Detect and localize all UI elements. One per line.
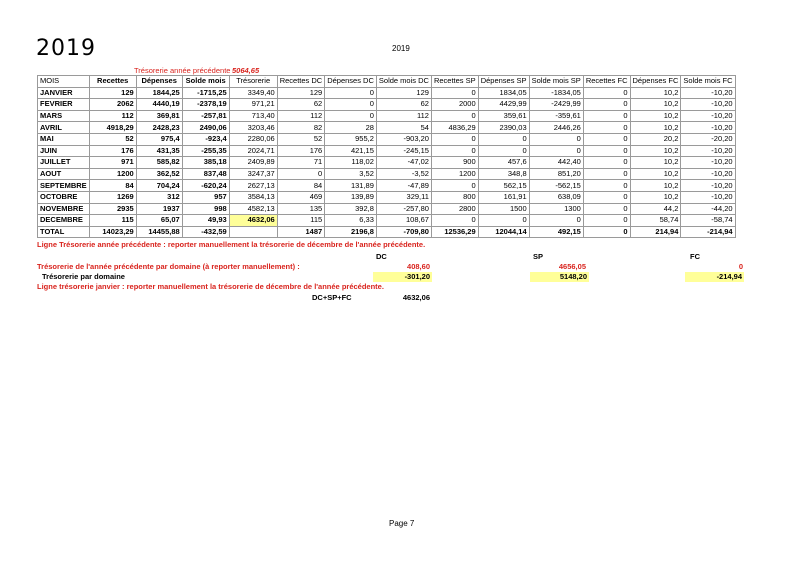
table-cell: 10,2 (630, 145, 681, 157)
table-cell: 10,2 (630, 99, 681, 111)
table-row (38, 99, 736, 111)
table-cell: 638,09 (529, 191, 583, 203)
table-cell: -2378,19 (182, 99, 229, 111)
note-january-treasury: Ligne trésorerie janvier : reporter manuellement la trésorerie de décembre de l'année précédente. (37, 282, 384, 291)
previous-treasury-label: Trésorerie année précédente (134, 66, 231, 75)
total-cell: TOTAL (38, 226, 90, 238)
table-cell: 112 (89, 110, 136, 122)
table-cell: 837,48 (182, 168, 229, 180)
page-subtitle: 2019 (392, 44, 410, 53)
table-cell: 0 (431, 180, 478, 192)
table-cell: 0 (583, 191, 630, 203)
domain-dc-value: -301,20 (373, 272, 432, 282)
table-cell: -10,20 (681, 110, 735, 122)
table-cell: 4440,19 (136, 99, 182, 111)
total-cell: 12536,29 (431, 226, 478, 238)
table-cell: 369,81 (136, 110, 182, 122)
table-cell: 82 (277, 122, 325, 134)
table-cell: 975,4 (136, 133, 182, 145)
previous-by-domain-label: Trésorerie de l'année précédente par domaine (à reporter manuellement) : (37, 262, 300, 271)
column-header: Trésorerie (229, 76, 277, 88)
total-cell: 14023,29 (89, 226, 136, 238)
table-cell: 2062 (89, 99, 136, 111)
table-cell: 176 (277, 145, 325, 157)
table-cell: 49,93 (182, 215, 229, 227)
page-title: 2019 (36, 36, 96, 61)
table-cell: -257,81 (182, 110, 229, 122)
table-cell: 0 (583, 122, 630, 134)
sum-value: 4632,06 (402, 293, 430, 302)
column-header: Solde mois DC (376, 76, 431, 88)
table-cell: MARS (38, 110, 90, 122)
table-cell: 0 (583, 110, 630, 122)
table-cell: 52 (277, 133, 325, 145)
table-cell: 0 (529, 215, 583, 227)
table-cell: -10,20 (681, 157, 735, 169)
table-cell: -10,20 (681, 168, 735, 180)
table-cell: JUILLET (38, 157, 90, 169)
table-cell: -1834,05 (529, 87, 583, 99)
table-cell: 0 (478, 133, 529, 145)
table-cell: 129 (277, 87, 325, 99)
table-cell: 0 (583, 203, 630, 215)
table-cell: SEPTEMBRE (38, 180, 90, 192)
table-cell: 3349,40 (229, 87, 277, 99)
table-cell: 62 (376, 99, 431, 111)
table-cell: -47,02 (376, 157, 431, 169)
table-row (38, 157, 736, 169)
table-row (38, 122, 736, 134)
total-cell (229, 226, 277, 238)
table-cell: 329,11 (376, 191, 431, 203)
table-cell: -2429,99 (529, 99, 583, 111)
table-cell: 1834,05 (478, 87, 529, 99)
table-cell: 0 (431, 110, 478, 122)
previous-dc-value: 408,60 (407, 262, 430, 271)
table-cell: 0 (325, 110, 377, 122)
table-cell: 10,2 (630, 157, 681, 169)
table-cell: JANVIER (38, 87, 90, 99)
table-cell: 2800 (431, 203, 478, 215)
table-cell: 1200 (431, 168, 478, 180)
table-total-row (38, 226, 736, 238)
table-cell: 2935 (89, 203, 136, 215)
column-sp-label: SP (533, 252, 544, 261)
page-number: Page 7 (389, 519, 415, 528)
total-cell: -709,80 (376, 226, 431, 238)
table-cell: -10,20 (681, 99, 735, 111)
table-cell: 71 (277, 157, 325, 169)
total-cell: -214,94 (681, 226, 735, 238)
column-header: Recettes DC (277, 76, 325, 88)
table-cell: -245,15 (376, 145, 431, 157)
table-cell: 62 (277, 99, 325, 111)
table-row (38, 180, 736, 192)
table-cell: -10,20 (681, 87, 735, 99)
table-cell: -562,15 (529, 180, 583, 192)
column-header: Dépenses SP (478, 76, 529, 88)
domain-sp-value: 5148,20 (530, 272, 589, 282)
column-header: Recettes (89, 76, 136, 88)
previous-sp-value: 4656,05 (558, 262, 586, 271)
table-cell: AOUT (38, 168, 90, 180)
table-cell: 115 (89, 215, 136, 227)
table-cell: OCTOBRE (38, 191, 90, 203)
table-cell: 457,6 (478, 157, 529, 169)
table-row (38, 168, 736, 180)
total-cell: 0 (583, 226, 630, 238)
table-cell: 2000 (431, 99, 478, 111)
table-cell: 10,2 (630, 168, 681, 180)
table-cell: 4632,06 (229, 215, 277, 227)
table-cell: 2428,23 (136, 122, 182, 134)
table-cell: 10,2 (630, 191, 681, 203)
table-cell: 0 (583, 87, 630, 99)
domain-fc-value: -214,94 (685, 272, 744, 282)
table-cell: 2280,06 (229, 133, 277, 145)
table-cell: 0 (431, 133, 478, 145)
table-cell: 4582,13 (229, 203, 277, 215)
table-cell: 359,61 (478, 110, 529, 122)
total-cell: 2196,8 (325, 226, 377, 238)
table-cell: 713,40 (229, 110, 277, 122)
table-cell: 421,15 (325, 145, 377, 157)
table-cell: 0 (325, 87, 377, 99)
table-cell: -10,20 (681, 191, 735, 203)
table-cell: 971 (89, 157, 136, 169)
column-fc-label: FC (690, 252, 700, 261)
table-cell: 65,07 (136, 215, 182, 227)
column-header: Solde mois FC (681, 76, 735, 88)
column-dc-label: DC (376, 252, 387, 261)
table-cell: 2490,06 (182, 122, 229, 134)
column-header: Dépenses (136, 76, 182, 88)
table-cell: 0 (583, 157, 630, 169)
table-cell: 900 (431, 157, 478, 169)
table-cell: 2409,89 (229, 157, 277, 169)
total-cell: 1487 (277, 226, 325, 238)
total-cell: 492,15 (529, 226, 583, 238)
table-cell: 58,74 (630, 215, 681, 227)
table-cell: 385,18 (182, 157, 229, 169)
table-cell: 131,89 (325, 180, 377, 192)
table-cell: -257,80 (376, 203, 431, 215)
table-cell: 800 (431, 191, 478, 203)
table-cell: 0 (478, 215, 529, 227)
table-row (38, 133, 736, 145)
table-cell: 0 (583, 145, 630, 157)
table-cell: 44,2 (630, 203, 681, 215)
table-cell: AVRIL (38, 122, 90, 134)
table-cell: 84 (277, 180, 325, 192)
table-cell: 54 (376, 122, 431, 134)
table-cell: 2390,03 (478, 122, 529, 134)
table-cell: 3,52 (325, 168, 377, 180)
table-cell: -58,74 (681, 215, 735, 227)
table-cell: JUIN (38, 145, 90, 157)
table-cell: 2446,26 (529, 122, 583, 134)
table-cell: 0 (277, 168, 325, 180)
table-cell: 0 (431, 145, 478, 157)
table-cell: 0 (529, 133, 583, 145)
table-cell: 0 (325, 99, 377, 111)
table-cell: 0 (583, 133, 630, 145)
treasury-table (37, 75, 736, 238)
table-cell: 1200 (89, 168, 136, 180)
table-cell: -923,4 (182, 133, 229, 145)
table-cell: 957 (182, 191, 229, 203)
table-cell: 2627,13 (229, 180, 277, 192)
table-cell: -1715,25 (182, 87, 229, 99)
table-cell: -44,20 (681, 203, 735, 215)
table-cell: 312 (136, 191, 182, 203)
table-cell: 562,15 (478, 180, 529, 192)
table-cell: 20,2 (630, 133, 681, 145)
table-cell: 10,2 (630, 110, 681, 122)
column-header: Recettes SP (431, 76, 478, 88)
table-cell: 52 (89, 133, 136, 145)
sum-label: DC+SP+FC (312, 293, 352, 302)
table-cell: 362,52 (136, 168, 182, 180)
table-cell: 176 (89, 145, 136, 157)
table-cell: 1300 (529, 203, 583, 215)
table-cell: 129 (376, 87, 431, 99)
table-cell: 0 (529, 145, 583, 157)
column-header: Solde mois SP (529, 76, 583, 88)
table-cell: 0 (583, 215, 630, 227)
table-cell: 431,35 (136, 145, 182, 157)
table-cell: 3203,46 (229, 122, 277, 134)
table-cell: -10,20 (681, 180, 735, 192)
previous-treasury-value: 5064,65 (232, 66, 260, 75)
table-cell: 10,2 (630, 87, 681, 99)
table-cell: 469 (277, 191, 325, 203)
table-cell: 0 (583, 99, 630, 111)
table-cell: 28 (325, 122, 377, 134)
table-cell: 135 (277, 203, 325, 215)
table-cell: 2024,71 (229, 145, 277, 157)
treasury-by-domain-label: Trésorerie par domaine (42, 272, 125, 281)
table-cell: NOVEMBRE (38, 203, 90, 215)
table-cell: 112 (277, 110, 325, 122)
table-cell: 998 (182, 203, 229, 215)
total-cell: 214,94 (630, 226, 681, 238)
table-cell: 4918,29 (89, 122, 136, 134)
total-cell: -432,59 (182, 226, 229, 238)
table-cell: FEVRIER (38, 99, 90, 111)
table-cell: 108,67 (376, 215, 431, 227)
table-cell: 0 (583, 168, 630, 180)
table-cell: 6,33 (325, 215, 377, 227)
table-cell: 161,91 (478, 191, 529, 203)
table-row (38, 145, 736, 157)
table-header-row (38, 76, 736, 88)
table-cell: DECEMBRE (38, 215, 90, 227)
previous-fc-value: 0 (738, 262, 743, 271)
table-row (38, 191, 736, 203)
table-cell: 129 (89, 87, 136, 99)
table-cell: -255,35 (182, 145, 229, 157)
table-cell: -10,20 (681, 122, 735, 134)
table-cell: 10,2 (630, 122, 681, 134)
table-cell: 10,2 (630, 180, 681, 192)
table-cell: 4429,99 (478, 99, 529, 111)
table-cell: 1269 (89, 191, 136, 203)
table-cell: 442,40 (529, 157, 583, 169)
table-cell: -20,20 (681, 133, 735, 145)
table-cell: 3247,37 (229, 168, 277, 180)
table-cell: 3584,13 (229, 191, 277, 203)
table-cell: 851,20 (529, 168, 583, 180)
table-cell: 0 (478, 145, 529, 157)
table-cell: -3,52 (376, 168, 431, 180)
table-cell: 348,8 (478, 168, 529, 180)
table-row (38, 215, 736, 227)
total-cell: 12044,14 (478, 226, 529, 238)
table-cell: 392,8 (325, 203, 377, 215)
table-row (38, 87, 736, 99)
table-cell: 4836,29 (431, 122, 478, 134)
table-cell: 0 (431, 87, 478, 99)
table-row (38, 110, 736, 122)
total-cell: 14455,88 (136, 226, 182, 238)
table-cell: -359,61 (529, 110, 583, 122)
table-cell: 971,21 (229, 99, 277, 111)
column-header: Solde mois (182, 76, 229, 88)
table-cell: 1844,25 (136, 87, 182, 99)
table-cell: 0 (431, 215, 478, 227)
table-cell: 118,02 (325, 157, 377, 169)
table-cell: 1937 (136, 203, 182, 215)
table-row (38, 203, 736, 215)
table-cell: 0 (583, 180, 630, 192)
column-header: Dépenses FC (630, 76, 681, 88)
table-cell: 704,24 (136, 180, 182, 192)
column-header: MOIS (38, 76, 90, 88)
column-header: Dépenses DC (325, 76, 377, 88)
table-cell: 955,2 (325, 133, 377, 145)
table-cell: -47,89 (376, 180, 431, 192)
table-cell: 139,89 (325, 191, 377, 203)
table-cell: -903,20 (376, 133, 431, 145)
table-cell: 115 (277, 215, 325, 227)
note-previous-treasury: Ligne Trésorerie année précédente : reporter manuellement la trésorerie de décembre de l'année précédente. (37, 240, 426, 249)
table-cell: -620,24 (182, 180, 229, 192)
table-cell: 112 (376, 110, 431, 122)
table-cell: 84 (89, 180, 136, 192)
table-cell: MAI (38, 133, 90, 145)
table-cell: -10,20 (681, 145, 735, 157)
table-cell: 585,82 (136, 157, 182, 169)
table-cell: 1500 (478, 203, 529, 215)
column-header: Recettes FC (583, 76, 630, 88)
